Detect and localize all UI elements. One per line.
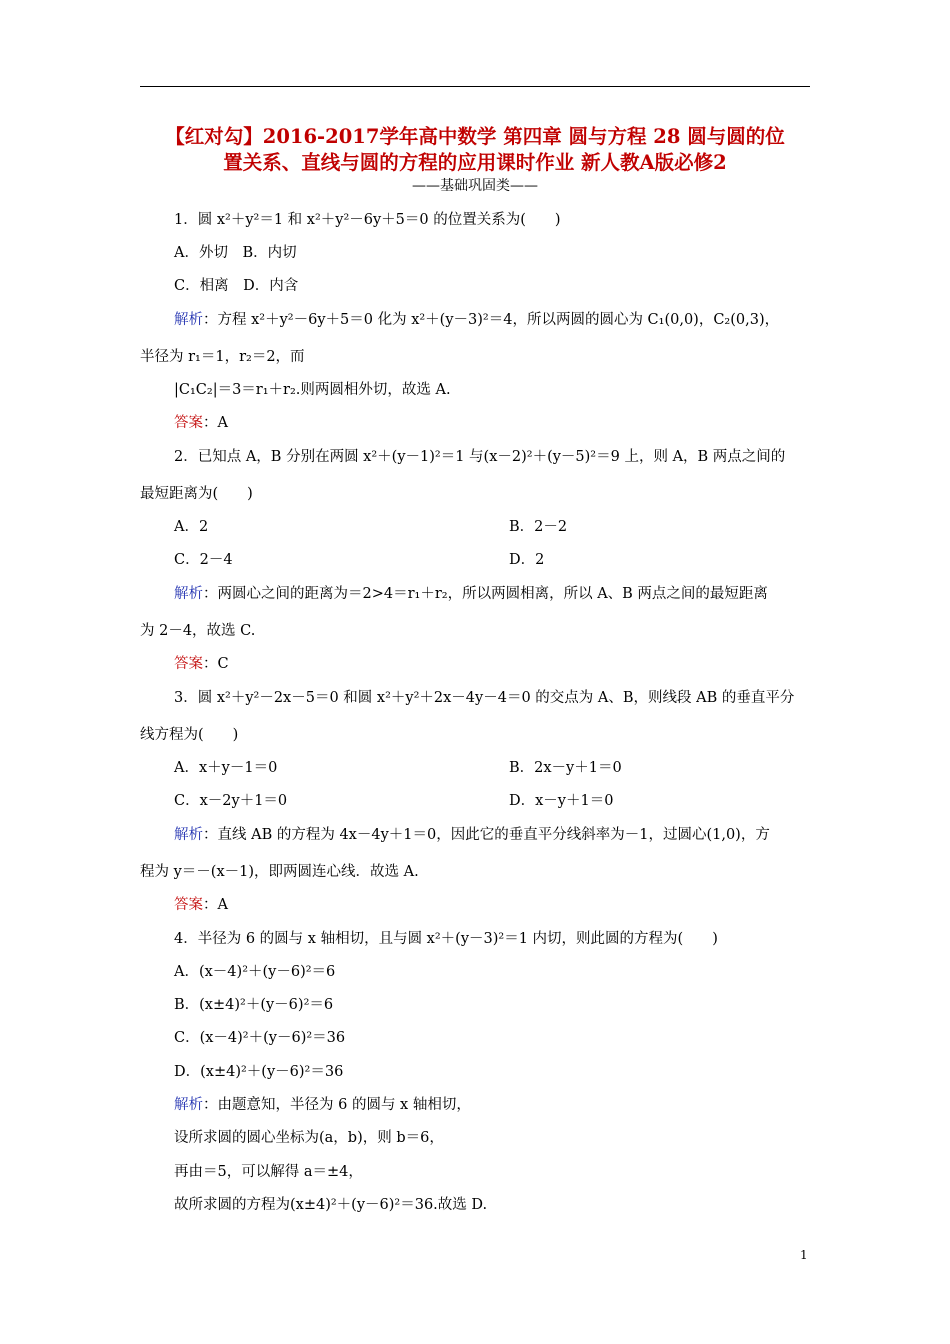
q4-option-a: A．(x－4)²＋(y－6)²＝6 <box>174 964 336 980</box>
solution-label: 解析 <box>174 586 203 602</box>
solution-label: 解析 <box>174 312 203 328</box>
solution-label: 解析 <box>174 1097 203 1113</box>
q3-answer: 答案：A <box>174 897 228 913</box>
q1-answer: 答案：A <box>174 415 228 431</box>
q1-solution-line-2: 半径为 r₁＝1，r₂＝2，而 <box>140 349 305 365</box>
q3-solution-line-2: 程为 y＝－(x－1)，即两圆连心线．故选 A. <box>140 864 419 880</box>
q3-option-b: B．2x－y＋1＝0 <box>509 760 622 776</box>
q4-option-d: D．(x±4)²＋(y－6)²＝36 <box>174 1064 344 1080</box>
q1-solution-line-1: 解析：方程 x²＋y²－6y＋5＝0 化为 x²＋(y－3)²＝4，所以两圆的圆心为 C₁(0,0)，C₂(0,3)， <box>174 312 780 328</box>
q3-option-c: C．x－2y＋1＝0 <box>174 793 288 809</box>
q2-answer: 答案：C <box>174 656 229 672</box>
q4-stem: 4．半径为 6 的圆与 x 轴相切，且与圆 x²＋(y－3)²＝1 内切，则此圆的方程为( ) <box>174 931 718 947</box>
q2-option-c: C．2－4 <box>174 552 233 568</box>
q4-solution-line-3: 再由＝5，可以解得 a＝±4， <box>174 1164 363 1180</box>
q1-solution-line-3: |C₁C₂|＝3＝r₁＋r₂.则两圆相外切，故选 A. <box>174 382 451 398</box>
q4-option-b: B．(x±4)²＋(y－6)²＝6 <box>174 997 334 1013</box>
q1-stem: 1．圆 x²＋y²＝1 和 x²＋y²－6y＋5＝0 的位置关系为( ) <box>174 212 561 228</box>
q2-solution-line-2: 为 2－4，故选 C. <box>140 623 256 639</box>
title-line-2: 置关系、直线与圆的方程的应用课时作业 新人教A版必修2 <box>223 151 727 174</box>
q1-options-ab: A．外切 B．内切 <box>174 245 297 261</box>
q3-stem-line-2: 线方程为( ) <box>140 727 239 743</box>
q1-options-cd: C．相离 D．内含 <box>174 278 299 294</box>
answer-label: 答案 <box>174 415 203 431</box>
q3-option-d: D．x－y＋1＝0 <box>509 793 614 809</box>
section-subtitle: ——基础巩固类—— <box>412 178 538 194</box>
q3-stem-line-1: 3．圆 x²＋y²－2x－5＝0 和圆 x²＋y²＋2x－4y－4＝0 的交点为 A、B，则线段 AB 的垂直平分 <box>174 690 795 706</box>
q2-option-d: D．2 <box>509 552 545 568</box>
document-title <box>140 124 810 176</box>
answer-label: 答案 <box>174 897 203 913</box>
q2-stem-line-1: 2．已知点 A，B 分别在两圆 x²＋(y－1)²＝1 与(x－2)²＋(y－5)²＝9 上，则 A，B 两点之间的 <box>174 449 786 465</box>
q2-stem-line-2: 最短距离为( ) <box>140 486 253 502</box>
q3-solution-line-1: 解析：直线 AB 的方程为 4x－4y＋1＝0，因此它的垂直平分线斜率为－1，过圆心(1,0)，方 <box>174 827 770 843</box>
q2-option-b: B．2－2 <box>509 519 568 535</box>
q2-solution-line-1: 解析：两圆心之间的距离为＝2>4＝r₁＋r₂，所以两圆相离，所以 A、B 两点之间的最短距离 <box>174 586 768 602</box>
solution-label: 解析 <box>174 827 203 843</box>
answer-label: 答案 <box>174 656 203 672</box>
q3-option-a: A．x＋y－1＝0 <box>174 760 278 776</box>
title-line-1: 【红对勾】2016-2017学年高中数学 第四章 圆与方程 28 圆与圆的位 <box>165 125 785 148</box>
header-rule <box>140 86 810 87</box>
page-number: 1 <box>800 1248 808 1262</box>
q4-option-c: C．(x－4)²＋(y－6)²＝36 <box>174 1030 346 1046</box>
q2-option-a: A．2 <box>174 519 209 535</box>
q4-solution-line-4: 故所求圆的方程为(x±4)²＋(y－6)²＝36.故选 D. <box>174 1197 488 1213</box>
q4-solution-line-1: 解析：由题意知，半径为 6 的圆与 x 轴相切， <box>174 1097 471 1113</box>
q4-solution-line-2: 设所求圆的圆心坐标为(a，b)，则 b＝6， <box>174 1130 444 1146</box>
